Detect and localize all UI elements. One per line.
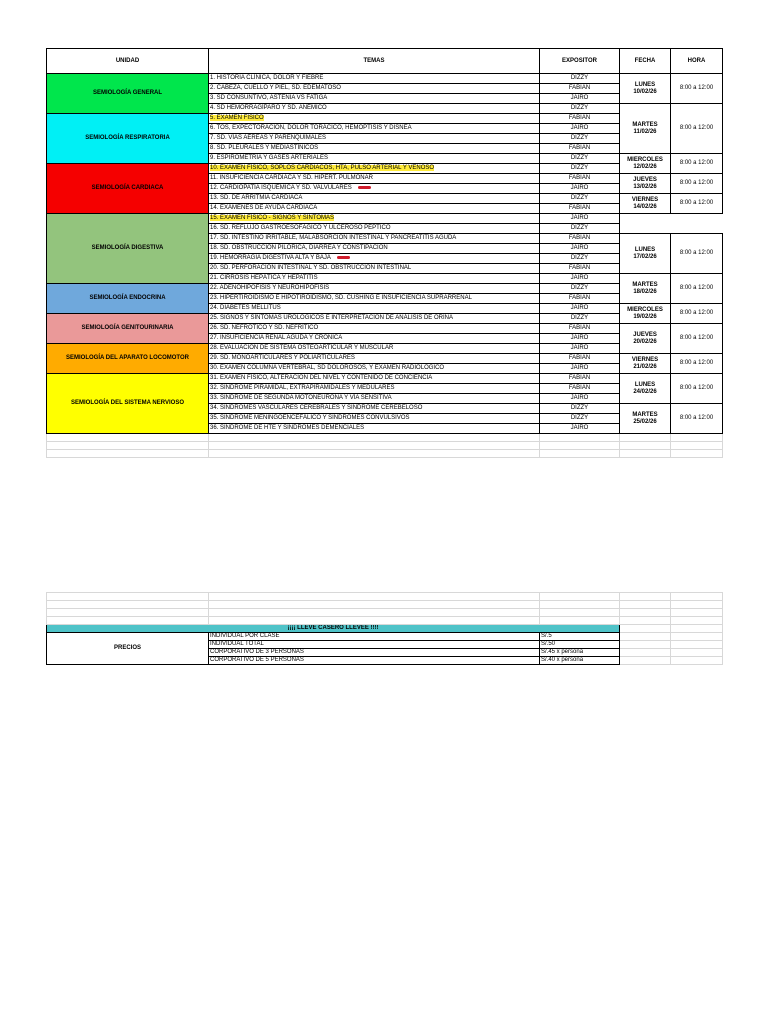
price-concept: CORPORATIVO DE 5 PERSONAS bbox=[209, 657, 540, 665]
header-temas: TEMAS bbox=[209, 49, 540, 74]
tema-cell: 9. ESPIROMETRÍA Y GASES ARTERIALES bbox=[209, 154, 540, 164]
price-value: S/.5 bbox=[540, 633, 620, 641]
expositor-cell: FABIAN bbox=[540, 174, 620, 184]
tema-cell: 2. CABEZA, CUELLO Y PIEL, SD. EDEMATOSO bbox=[209, 84, 540, 94]
hora-cell: 8:00 a 12:00 bbox=[671, 194, 723, 214]
tema-cell: 17. SD. INTESTINO IRRITABLE, MALABSORCIÓN INTESTINAL Y PANCREATITIS AGUDA bbox=[209, 234, 540, 244]
expositor-cell: FABIAN bbox=[540, 264, 620, 274]
tema-cell: 36. SINDROME DE HTE Y SINDROMES DEMENCIALES bbox=[209, 424, 540, 434]
tema-cell: 19. HEMORRAGIA DIGESTIVA ALTA Y BAJA bbox=[209, 254, 540, 264]
tema-cell: 32. SINDROME PIRAMIDAL, EXTRAPIRAMIDALES Y MEDULARES bbox=[209, 384, 540, 394]
expositor-cell: FABIAN bbox=[540, 204, 620, 214]
tema-cell: 25. SIGNOS Y SÍNTOMAS UROLÓGICOS E INTERPRETACIÓN DE ANÁLISIS DE ORINA bbox=[209, 314, 540, 324]
tema-cell: 11. INSUFICIENCIA CARDIACA Y SD. HIPERT. PULMONAR bbox=[209, 174, 540, 184]
tema-cell: 7. SD. VÍAS AÉREAS Y PARENQUIMALES bbox=[209, 134, 540, 144]
fecha-cell: LUNES 10/02/26 bbox=[620, 74, 671, 104]
tema-cell bbox=[209, 114, 540, 124]
red-mark bbox=[337, 256, 350, 259]
tema-cell: 6. TOS, EXPECTORACIÓN, DOLOR TORÁCICO, HEMOPTISIS Y DISNEA bbox=[209, 124, 540, 134]
fecha-cell: VIERNES 21/02/26 bbox=[620, 354, 671, 374]
fecha-cell: JUEVES 13/02/26 bbox=[620, 174, 671, 194]
fecha-cell: JUEVES 20/02/26 bbox=[620, 324, 671, 354]
expositor-cell: JAIRO bbox=[540, 394, 620, 404]
expositor-cell: JAIRO bbox=[540, 214, 620, 224]
tema-cell bbox=[209, 164, 540, 174]
tema-cell: 12. CARDIOPATÍA ISQUÉMICA Y SD. VALVULARES bbox=[209, 184, 540, 194]
header-fecha: FECHA bbox=[620, 49, 671, 74]
expositor-cell: FABIAN bbox=[540, 294, 620, 304]
hora-cell: 8:00 a 12:00 bbox=[671, 234, 723, 274]
tema-cell: 35. SINDROME MENINGOENCEFÁLICO Y SINDROMES CONVULSIVOS bbox=[209, 414, 540, 424]
empty-row bbox=[47, 442, 723, 450]
unit-cell: SEMIOLOGÍA DIGESTIVA bbox=[47, 214, 209, 284]
expositor-cell: FABIAN bbox=[540, 234, 620, 244]
tema-cell: 21. CIRROSIS HEPÁTICA Y HEPATITIS bbox=[209, 274, 540, 284]
empty-row bbox=[47, 450, 723, 458]
expositor-cell: DIZZY bbox=[540, 164, 620, 174]
prices-table bbox=[46, 592, 723, 665]
promo-row bbox=[47, 625, 723, 633]
unit-cell: SEMIOLOGÍA GENERAL bbox=[47, 74, 209, 114]
fecha-cell: MARTES 25/02/26 bbox=[620, 404, 671, 434]
unit-cell: SEMIOLOGÍA DEL APARATO LOCOMOTOR bbox=[47, 344, 209, 374]
hora-cell: 8:00 a 12:00 bbox=[671, 324, 723, 354]
hora-cell: 8:00 a 12:00 bbox=[671, 354, 723, 374]
price-concept: INDIVIDUAL TOTAL bbox=[209, 641, 540, 649]
expositor-cell: JAIRO bbox=[540, 274, 620, 284]
tema-cell bbox=[209, 214, 540, 224]
hora-cell: 8:00 a 12:00 bbox=[671, 304, 723, 324]
expositor-cell: JAIRO bbox=[540, 124, 620, 134]
expositor-cell: FABIAN bbox=[540, 324, 620, 334]
header-row bbox=[47, 49, 723, 74]
fecha-cell: MIERCOLES 19/02/26 bbox=[620, 304, 671, 324]
fecha-cell: MARTES 11/02/26 bbox=[620, 104, 671, 154]
hora-cell: 8:00 a 12:00 bbox=[671, 274, 723, 304]
tema-cell: 8. SD. PLEURALES Y MEDIASTÍNICOS bbox=[209, 144, 540, 154]
highlighted-text: 5. EXAMEN FÍSICO bbox=[210, 115, 264, 121]
tema-cell: 29. SD. MONOARTICULARES Y POLIARTICULARES bbox=[209, 354, 540, 364]
tema-cell: 22. ADENOHIPÓFISIS Y NEUROHIPÓFISIS bbox=[209, 284, 540, 294]
header-unidad: UNIDAD bbox=[47, 49, 209, 74]
expositor-cell: DIZZY bbox=[540, 314, 620, 324]
unit-cell: SEMIOLOGÍA ENDOCRINA bbox=[47, 284, 209, 314]
empty-row bbox=[47, 601, 723, 609]
expositor-cell: DIZZY bbox=[540, 284, 620, 294]
expositor-cell: DIZZY bbox=[540, 134, 620, 144]
schedule-table bbox=[46, 48, 723, 458]
tema-cell: 20. SD. PERFORACIÓN INTESTINAL Y SD. OBSTRUCCIÓN INTESTINAL bbox=[209, 264, 540, 274]
highlighted-text: 15. EXAMEN FÍSICO - SIGNOS Y SÍNTOMAS bbox=[210, 215, 335, 221]
expositor-cell: FABIAN bbox=[540, 114, 620, 124]
tema-cell: 28. EVALUACIÓN DE SISTEMA OSTEOARTICULAR Y MUSCULAR bbox=[209, 344, 540, 354]
price-row bbox=[47, 633, 723, 641]
fecha-cell: MIERCOLES 12/02/26 bbox=[620, 154, 671, 174]
empty-row bbox=[47, 609, 723, 617]
expositor-cell: FABIAN bbox=[540, 374, 620, 384]
header-hora: HORA bbox=[671, 49, 723, 74]
tema-cell: 23. HIPERTIROIDISMO E HIPOTIROIDISMO, SD. CUSHING E INSUFICIENCIA SUPRARRENAL bbox=[209, 294, 540, 304]
tema-cell: 4. SD HEMORRAGÍPARO Y SD. ANÉMICO bbox=[209, 104, 540, 114]
expositor-cell: JAIRO bbox=[540, 244, 620, 254]
tema-cell: 16. SD. REFLUJO GASTROESOFÁGICO Y ÚLCEROSO PÉPTICO bbox=[209, 224, 540, 234]
expositor-cell: DIZZY bbox=[540, 224, 620, 234]
unit-cell: SEMIOLOGÍA RESPIRATORIA bbox=[47, 114, 209, 164]
tema-cell: 26. SD. NEFRÓTICO Y SD. NEFRÍTICO bbox=[209, 324, 540, 334]
tema-cell: 27. INSUFICIENCIA RENAL AGUDA Y CRÓNICA bbox=[209, 334, 540, 344]
expositor-cell: DIZZY bbox=[540, 254, 620, 264]
fecha-cell: MARTES 18/02/26 bbox=[620, 274, 671, 304]
empty-row bbox=[47, 617, 723, 625]
price-concept: INDIVIDUAL POR CLASE bbox=[209, 633, 540, 641]
tema-cell: 34. SINDROMES VASCULARES CEREBRALES Y SINDROME CEREBELOSO bbox=[209, 404, 540, 414]
header-expositor: EXPOSITOR bbox=[540, 49, 620, 74]
tema-cell: 18. SD. OBSTRUCCIÓN PILÓRICA, DIARREA Y CONSTIPACIÓN bbox=[209, 244, 540, 254]
red-mark bbox=[358, 186, 371, 189]
tema-cell: 14. EXÁMENES DE AYUDA CARDIACA bbox=[209, 204, 540, 214]
tema-cell: 13. SD. DE ARRITMIA CARDIACA bbox=[209, 194, 540, 204]
unit-cell: SEMIOLOGÍA DEL SISTEMA NERVIOSO bbox=[47, 374, 209, 434]
unit-cell: SEMIOLOGÍA CARDIACA bbox=[47, 164, 209, 214]
price-value: S/.45 x persona bbox=[540, 649, 620, 657]
prices-label: PRECIOS bbox=[47, 633, 209, 665]
hora-cell: 8:00 a 12:00 bbox=[671, 154, 723, 174]
price-concept: CORPORATIVO DE 3 PERSONAS bbox=[209, 649, 540, 657]
hora-cell: 8:00 a 12:00 bbox=[671, 104, 723, 154]
promo-banner: ¡¡¡¡ LLEVE CASERO LLEVEE !!!! bbox=[47, 625, 620, 633]
empty-row bbox=[47, 434, 723, 442]
price-value: S/.40 x persona bbox=[540, 657, 620, 665]
tema-cell: 31. EXAMEN FÍSICO, ALTERACIÓN DEL NIVEL Y CONTENIDO DE CONCIENCIA bbox=[209, 374, 540, 384]
schedule-sheet bbox=[46, 48, 722, 458]
expositor-cell: DIZZY bbox=[540, 404, 620, 414]
expositor-cell: JAIRO bbox=[540, 424, 620, 434]
unit-cell: SEMIOLOGÍA GENITOURINARIA bbox=[47, 314, 209, 344]
expositor-cell: FABIAN bbox=[540, 84, 620, 94]
price-value: S/.50 bbox=[540, 641, 620, 649]
tema-cell: 33. SINDROME DE SEGUNDA MOTONEURONA Y VÍA SENSITIVA bbox=[209, 394, 540, 404]
expositor-cell: FABIAN bbox=[540, 144, 620, 154]
table-row bbox=[47, 214, 723, 224]
table-row bbox=[47, 374, 723, 384]
expositor-cell: JAIRO bbox=[540, 304, 620, 314]
expositor-cell: FABIAN bbox=[540, 384, 620, 394]
expositor-cell: DIZZY bbox=[540, 74, 620, 84]
expositor-cell: JAIRO bbox=[540, 364, 620, 374]
tema-cell: 3. SD CONSUNTIVO, ASTENIA VS FATIGA bbox=[209, 94, 540, 104]
expositor-cell: DIZZY bbox=[540, 414, 620, 424]
expositor-cell: DIZZY bbox=[540, 194, 620, 204]
expositor-cell: JAIRO bbox=[540, 184, 620, 194]
hora-cell: 8:00 a 12:00 bbox=[671, 74, 723, 104]
fecha-cell: VIERNES 14/02/26 bbox=[620, 194, 671, 214]
empty-row bbox=[47, 593, 723, 601]
tema-cell: 30. EXAMEN COLUMNA VERTEBRAL, SD DOLOROSOS, Y EXAMEN RADIOLÓGICO bbox=[209, 364, 540, 374]
expositor-cell: FABIAN bbox=[540, 354, 620, 364]
hora-cell: 8:00 a 12:00 bbox=[671, 374, 723, 404]
tema-cell: 1. HISTORIA CLÍNICA, DOLOR Y FIEBRE bbox=[209, 74, 540, 84]
expositor-cell: JAIRO bbox=[540, 94, 620, 104]
fecha-cell: LUNES 17/02/26 bbox=[620, 234, 671, 274]
highlighted-text: 10. EXAMEN FÍSICO, SOPLOS CARDIACOS, HTA, PULSO ARTERIAL Y VENOSO bbox=[210, 165, 435, 171]
table-row bbox=[47, 74, 723, 84]
expositor-cell: JAIRO bbox=[540, 344, 620, 354]
tema-cell: 24. DIABETES MELLITUS bbox=[209, 304, 540, 314]
hora-cell: 8:00 a 12:00 bbox=[671, 404, 723, 434]
expositor-cell: DIZZY bbox=[540, 104, 620, 114]
fecha-cell: LUNES 24/02/26 bbox=[620, 374, 671, 404]
hora-cell: 8:00 a 12:00 bbox=[671, 174, 723, 194]
expositor-cell: JAIRO bbox=[540, 334, 620, 344]
expositor-cell: DIZZY bbox=[540, 154, 620, 164]
